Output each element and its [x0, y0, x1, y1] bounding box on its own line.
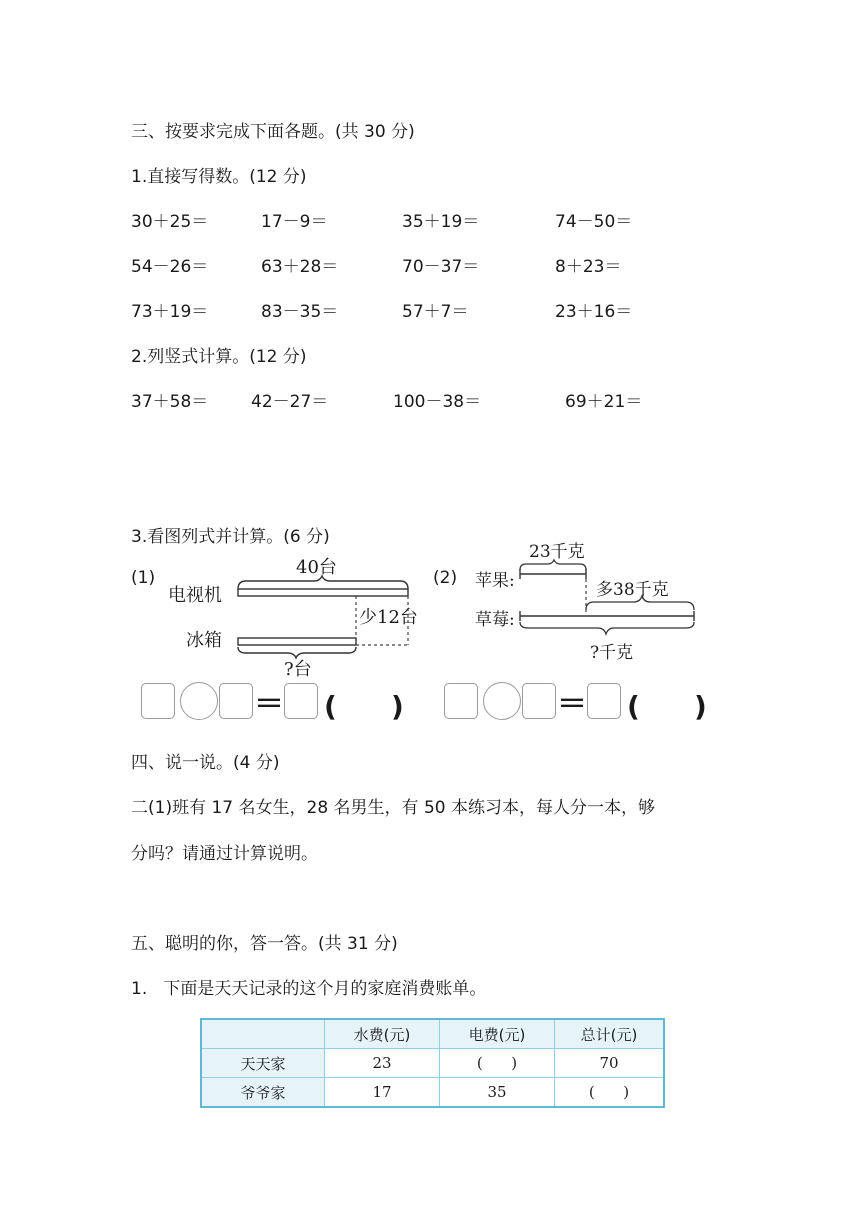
calc-item: 73＋19＝ — [131, 302, 209, 322]
table-cell-blank[interactable]: ( ) — [555, 1078, 665, 1108]
table-row-header: 天天家 — [201, 1049, 325, 1078]
table-row — [201, 1078, 664, 1108]
total-label: 40台 — [296, 557, 337, 578]
section-5-title: 五、聪明的你，答一答。(共 31 分) — [131, 934, 398, 954]
table-header-row — [201, 1019, 664, 1049]
calc-item: 8＋23＝ — [555, 257, 622, 277]
answer-box[interactable] — [219, 683, 253, 719]
unknown-label: ?台 — [284, 659, 312, 680]
unit-paren-close: ) — [391, 690, 404, 723]
table-row-header: 爷爷家 — [201, 1078, 325, 1108]
unit-paren-close: ) — [694, 690, 707, 723]
figure-1-diagram — [230, 575, 420, 665]
table-header-cell: 电费(元) — [440, 1019, 555, 1049]
calc-item: 17－9＝ — [261, 212, 328, 232]
vertical-calc-item: 42－27＝ — [251, 392, 329, 412]
vertical-calc-item: 37＋58＝ — [131, 392, 209, 412]
figure-2-diagram — [510, 558, 700, 640]
table-cell: 35 — [440, 1078, 555, 1108]
section-4-problem-line-1: 二(1)班有 17 名女生，28 名男生，有 50 本练习本，每人分一本，够 — [131, 798, 655, 818]
apple-label: 苹果: — [475, 571, 515, 591]
table-cell: 17 — [325, 1078, 440, 1108]
calc-item: 57＋7＝ — [402, 302, 469, 322]
section-4-problem-line-2: 分吗？请通过计算说明。 — [131, 844, 318, 864]
operator-circle[interactable] — [180, 682, 218, 720]
table-cell: 23 — [325, 1049, 440, 1078]
answer-box[interactable] — [522, 683, 556, 719]
operator-circle[interactable] — [483, 682, 521, 720]
section-5-q1-title: 1. 下面是天天记录的这个月的家庭消费账单。 — [131, 979, 487, 999]
calc-item: 74－50＝ — [555, 212, 633, 232]
apple-weight-label: 23千克 — [529, 542, 585, 562]
calc-item: 23＋16＝ — [555, 302, 633, 322]
tv-label: 电视机 — [168, 585, 222, 606]
equals-sign: ＝ — [254, 687, 284, 722]
section-3-title: 三、按要求完成下面各题。(共 30 分) — [131, 122, 415, 142]
unknown-weight-label: ?千克 — [590, 643, 634, 663]
calc-item: 35＋19＝ — [402, 212, 480, 232]
calc-item: 63＋28＝ — [261, 257, 339, 277]
table-header-cell: 水费(元) — [325, 1019, 440, 1049]
calc-item: 83－35＝ — [261, 302, 339, 322]
calc-item: 54－26＝ — [131, 257, 209, 277]
q3-title: 3.看图列式并计算。(6 分) — [131, 527, 330, 547]
vertical-calc-item: 100－38＝ — [393, 392, 482, 412]
unit-paren-open: ( — [324, 690, 337, 723]
strawberry-label: 草莓: — [475, 610, 515, 630]
calc-item: 70－37＝ — [402, 257, 480, 277]
figure-2-label: (2) — [433, 568, 458, 588]
expense-table — [200, 1018, 665, 1108]
q1-title: 1.直接写得数。(12 分) — [131, 167, 307, 187]
answer-box[interactable] — [284, 683, 318, 719]
answer-box[interactable] — [141, 683, 175, 719]
table-row — [201, 1049, 664, 1078]
table-cell: 70 — [555, 1049, 665, 1078]
equals-sign: ＝ — [557, 687, 587, 722]
vertical-calc-item: 69＋21＝ — [565, 392, 643, 412]
answer-box[interactable] — [587, 683, 621, 719]
unit-paren-open: ( — [627, 690, 640, 723]
q2-title: 2.列竖式计算。(12 分) — [131, 347, 307, 367]
section-4-title: 四、说一说。(4 分) — [131, 753, 280, 773]
table-header-cell: 总计(元) — [555, 1019, 665, 1049]
table-header-cell — [201, 1019, 325, 1049]
calc-item: 30＋25＝ — [131, 212, 209, 232]
figure-1-label: (1) — [131, 568, 156, 588]
more-label: 多38千克 — [596, 580, 669, 600]
answer-box[interactable] — [444, 683, 478, 719]
table-cell-blank[interactable]: ( ) — [440, 1049, 555, 1078]
fridge-label: 冰箱 — [186, 630, 222, 651]
less-label: 少12台 — [359, 607, 418, 628]
